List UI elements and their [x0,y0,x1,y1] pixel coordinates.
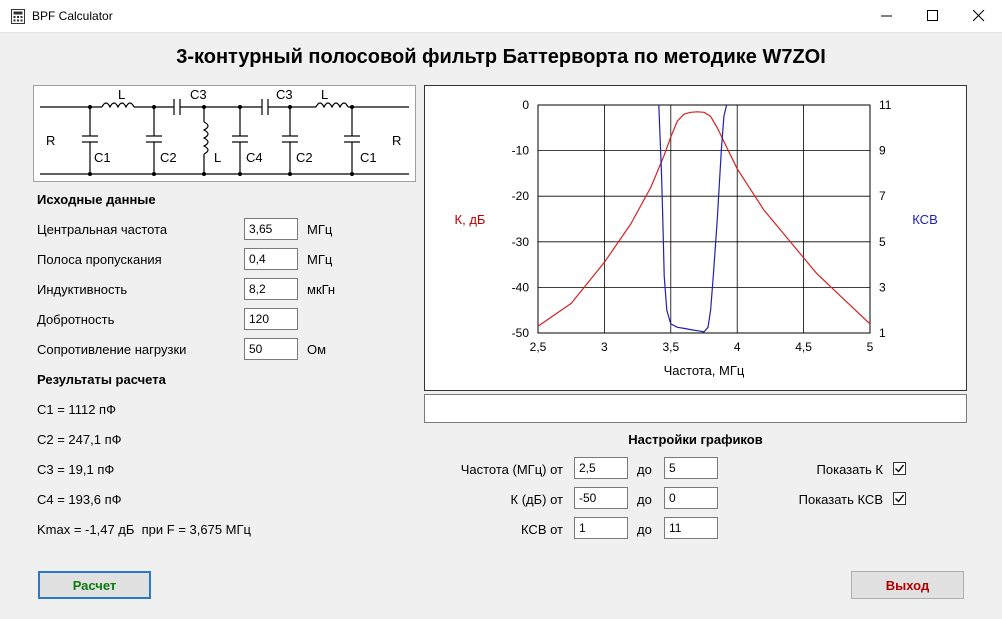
k-range-label: К (дБ) от [510,492,563,507]
result-c2: C2 = 247,1 пФ [37,432,122,447]
result-kmax: Kmax = -1,47 дБ при F = 3,675 МГц [37,522,251,537]
inductance-input[interactable] [244,278,298,300]
schematic-label: C2 [296,150,313,165]
center-freq-label: Центральная частота [37,222,168,237]
schematic-label: L [214,150,222,165]
calculate-button[interactable]: Расчет [38,571,151,599]
q-factor-input[interactable] [244,308,298,330]
load-resistance-unit: Ом [307,342,327,357]
response-chart [424,85,967,391]
load-resistance-input[interactable] [244,338,298,360]
y-tick-label: -30 [511,234,529,249]
q-factor-label: Добротность [37,312,115,327]
y-tick-label: -20 [511,189,529,204]
freq-range-label: Частота (МГц) от [460,462,563,477]
minimize-icon [881,10,893,22]
k-to-input[interactable] [664,487,718,509]
freq-from-input[interactable] [574,457,628,479]
result-c1: C1 = 1112 пФ [37,402,116,417]
y2-tick-label: 5 [879,234,886,249]
checkmark-icon [895,494,904,503]
y2-axis-label: КСВ [912,212,938,227]
inputs-heading: Исходные данные [37,192,156,207]
load-resistance-label: Сопротивление нагрузки [37,342,187,357]
y2-tick-label: 11 [879,98,892,112]
result-c3: C3 = 19,1 пФ [37,462,115,477]
y2-tick-label: 3 [879,280,886,295]
swr-range-label: КСВ от [521,522,563,537]
minimize-button[interactable] [864,0,910,32]
y-axis-label: К, дБ [454,212,486,227]
close-icon [973,10,985,22]
window-title: BPF Calculator [32,9,113,23]
y-tick-label: 0 [522,98,529,112]
swr-from-input[interactable] [574,517,628,539]
y2-tick-label: 9 [879,143,886,158]
bandwidth-unit: МГц [307,252,333,267]
swr-to-input[interactable] [664,517,718,539]
checkmark-icon [895,464,904,473]
freq-to-label: до [637,462,652,477]
result-c4: C4 = 193,6 пФ [37,492,122,507]
maximize-icon [927,10,939,22]
y2-tick-label: 1 [879,326,886,340]
x-tick-label: 2,5 [529,340,547,354]
freq-to-input[interactable] [664,457,718,479]
x-tick-label: 4,5 [795,340,812,354]
bandwidth-label: Полоса пропускания [37,252,162,267]
show-k-checkbox[interactable] [893,462,906,475]
status-box [424,394,967,423]
x-tick-label: 3,5 [662,340,680,354]
y2-tick-label: 7 [879,189,886,204]
chart-settings-heading: Настройки графиков [628,432,763,447]
center-freq-input[interactable] [244,218,298,240]
plot-frame [538,105,870,333]
schematic-label: C2 [160,150,177,165]
k-gain-curve [538,112,870,326]
x-axis-label: Частота, МГц [663,363,745,378]
schematic-label: C4 [246,150,263,165]
x-tick-label: 4 [733,340,741,354]
schematic-label: L [321,87,329,102]
exit-button[interactable]: Выход [851,571,964,599]
maximize-button[interactable] [910,0,956,32]
schematic-label: C1 [360,150,377,165]
show-swr-checkbox[interactable] [893,492,906,505]
filter-schematic [33,85,416,182]
title-bar [0,0,1002,33]
schematic-label: C3 [190,87,207,102]
close-button[interactable] [956,0,1002,32]
calculator-icon [11,9,25,24]
swr-to-label: до [637,522,652,537]
y-tick-label: -10 [511,143,529,158]
y-tick-label: -40 [511,280,529,295]
results-heading: Результаты расчета [37,372,166,387]
schematic-label: L [118,87,126,102]
schematic-label: R [46,133,56,148]
x-tick-label: 3 [601,340,608,354]
chart-canvas [425,86,966,390]
center-freq-unit: МГц [307,222,333,237]
show-k-label: Показать К [816,462,883,477]
schematic-label: C1 [94,150,111,165]
schematic-label: R [392,133,402,148]
show-swr-label: Показать КСВ [798,492,883,507]
schematic-label: C3 [276,87,293,102]
k-to-label: до [637,492,652,507]
inductance-unit: мкГн [307,282,336,297]
inductance-label: Индуктивность [37,282,128,297]
swr-curve [659,105,727,332]
page-title: 3-контурный полосовой фильтр Баттерворта по методике W7ZOI [176,46,826,68]
k-from-input[interactable] [574,487,628,509]
bandwidth-input[interactable] [244,248,298,270]
x-tick-label: 5 [866,340,874,354]
y-tick-label: -50 [511,326,529,340]
